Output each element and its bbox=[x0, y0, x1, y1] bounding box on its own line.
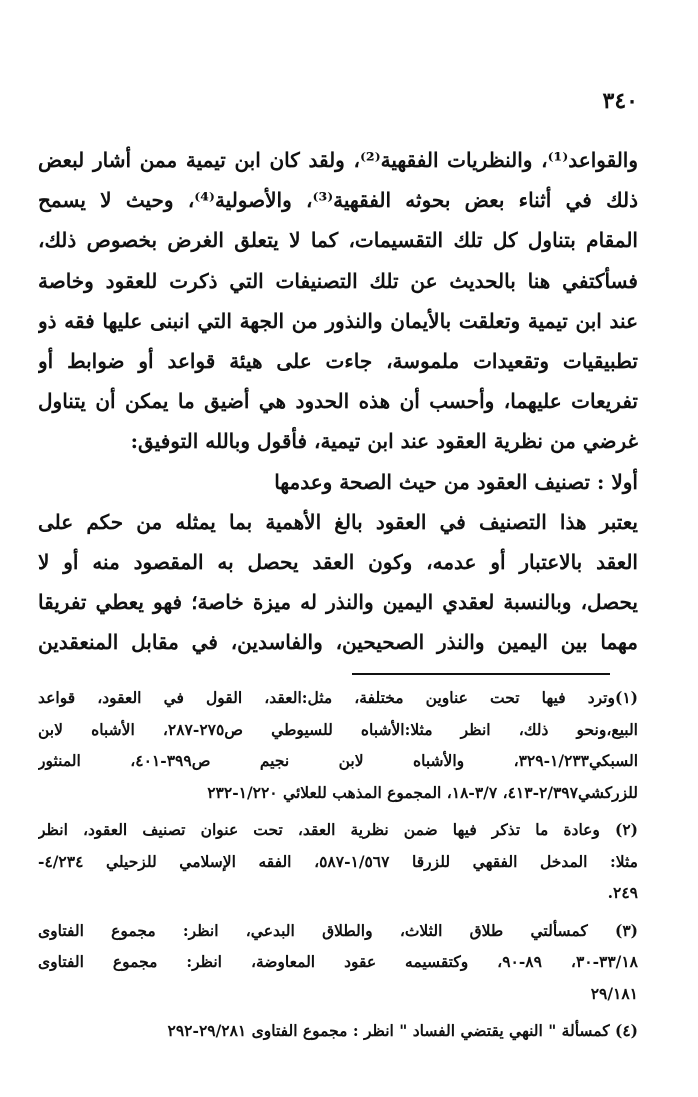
footnote-line: ٢٩/١٨١ bbox=[590, 983, 638, 1003]
body-line: المقام بتناول كل تلك التقسيمات، كما لا يتعلق الغرض بخصوص ذلك، bbox=[38, 228, 638, 253]
footnote-2 bbox=[38, 814, 638, 909]
body-line: فسأكتفي هنا بالحديث عن تلك التصنيفات التي ذكرت للعقود وخاصة bbox=[38, 268, 638, 293]
section-heading: أولا : تصنيف العقود من حيث الصحة وعدمها bbox=[274, 469, 638, 494]
section-line: مهما بين اليمين والنذر الصحيحين، والفاسدين، في مقابل المنعقدين bbox=[38, 630, 638, 655]
section-line: العقد بالاعتبار أو عدمه، وكون العقد يحصل به المقصود منه أو لا bbox=[38, 549, 638, 574]
body-line: تطبيقيات وتقعيدات ملموسة، جاءت على هيئة قواعد أو ضوابط أو bbox=[38, 348, 638, 373]
footnote-1 bbox=[38, 682, 638, 808]
body-line: والقواعد⁽¹⁾، والنظريات الفقهية⁽²⁾، ولقد كان ابن تيمية ممن أشار لبعض bbox=[38, 148, 638, 172]
footnote-3 bbox=[38, 915, 638, 1010]
footnotes bbox=[38, 682, 638, 1047]
footnote-line: مثلا: المدخل الفقهي للزرقا ١/٥٦٧-٥٨٧، الفقه الإسلامي للزحيلي ٤/٢٣٤- bbox=[38, 851, 638, 871]
footnote-line: ٢٤٩. bbox=[607, 883, 638, 902]
footnote-line: (٢) وعادة ما تذكر فيها ضمن نظرية العقد، تحت عنوان تصنيف العقود، انظر bbox=[38, 820, 638, 839]
footnote-line: (٣) كمسألتي طلاق الثلاث، والطلاق البدعي، انظر: مجموع الفتاوى bbox=[38, 920, 638, 940]
footnote-divider bbox=[352, 673, 610, 675]
section-line: يعتبر هذا التصنيف في العقود بالغ الأهمية بما يمثله من حكم على bbox=[38, 509, 638, 534]
footnote-line: السبكي١/٢٣٣-٣٢٩، والأشباه لابن نجيم ص٣٩٩-٤٠١، المنثور bbox=[38, 751, 638, 770]
page-number: ٣٤٠ bbox=[602, 88, 638, 114]
footnote-line: البيع،ونحو ذلك، انظر مثلا:الأشباه للسيوطي ص٢٧٥-٢٨٧، الأشباه لابن bbox=[38, 719, 638, 739]
footnote-line: ٣٣/١٨-٣٠، ٨٩-٩٠، وكتقسيمه عقود المعاوضة، انظر: مجموع الفتاوى bbox=[38, 952, 638, 971]
body-line: ذلك في أثناء بعض بحوثه الفقهية⁽³⁾، والأصولية⁽⁴⁾، وحيث لا يسمح bbox=[38, 188, 638, 213]
footnote-4 bbox=[38, 1015, 638, 1047]
body-line: عند ابن تيمية وتعلقت بالأيمان والنذور من الجهة التي انبنى عليها فقه ذو bbox=[38, 308, 638, 333]
footnote-line: (٤) كمسألة " النهي يقتضي الفساد " انظر : مجموع الفتاوى ٢٩/٢٨١-٢٩٢ bbox=[167, 1021, 638, 1040]
main-text bbox=[38, 140, 638, 662]
footnote-line: (١)وترد فيها تحت عناوين مختلفة، مثل:العقد، القول في العقود، قواعد bbox=[38, 688, 638, 707]
body-line: تفريعات عليهما، وأحسب أن هذه الحدود هي أضيق ما يمكن أن يتناول bbox=[38, 389, 638, 414]
section-line: يحصل، وبالنسبة لعقدي اليمين والنذر له ميزة خاصة؛ فهو يعطي تفريقا bbox=[38, 590, 638, 615]
footnote-line: للزركشي٢/٣٩٧-٤١٣، ٣/٧-١٨، المجموع المذهب للعلائي ١/٢٢٠-٢٣٢ bbox=[207, 782, 638, 802]
body-line: غرضي من نظرية العقود عند ابن تيمية، فأقول وبالله التوفيق: bbox=[130, 429, 638, 454]
